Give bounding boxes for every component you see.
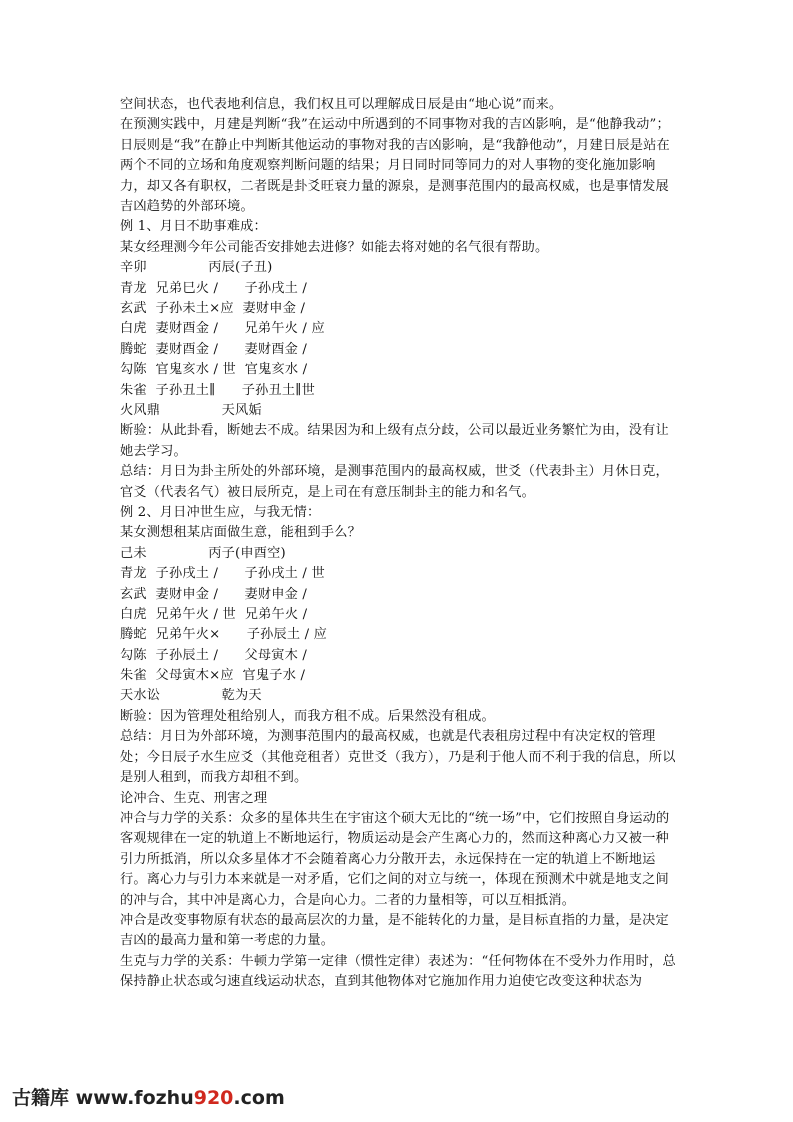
example1-header: 辛卯 丙辰(子丑) [120,260,273,276]
example1-yao-line: 朱雀 子孙丑土∥ 子孙丑土∥世 [120,382,315,398]
example1-verification: 断验：从此卦看，断她去不成。结果因为和上级有点分歧，公司以最近业务繁忙为由，没有让她去学习。 [120,423,669,459]
example1-yao-line: 青龙 兄弟巳火 / 子孙戌土 / [120,280,308,296]
example1-title: 例 1、月日不助事难成： [120,219,267,235]
example1-question: 某女经理测今年公司能否安排她去进修？如能去将对她的名气很有帮助。 [120,239,549,255]
footer-url-number: 920 [193,1087,234,1109]
example2-yao-line: 勾陈 子孙辰土 / 父母寅木 / [120,647,308,663]
example1-yao-line: 白虎 妻财酉金 / 兄弟午火 / 应 [120,321,325,337]
footer-url-prefix: www.fozhu [75,1087,194,1109]
section-paragraph-3: 生克与力学的关系：牛顿力学第一定律（惯性定律）表述为：“任何物体在不受外力作用时，总保持静止状态或匀速直线运动状态，直到其他物体对它施加作用力迫使它改变这种状态为 [120,953,676,990]
section-title: 论冲合、生克、刑害之理 [120,790,268,806]
example2-yao-line: 玄武 妻财申金 / 妻财申金 / [120,586,308,602]
example2-yao-line: 朱雀 父母寅木×应 官鬼子水 / [120,668,306,684]
intro-paragraph-2: 在预测实践中，月建是判断“我”在运动中所遇到的不同事物对我的吉凶影响，是“他静我动”；日辰则是“我”在静止中判断其他运动的事物对我的吉凶影响，是“我静他动”，月建日辰是站在两个不同的立场和角度观察判断问题的结果；月日同时同等同力的对人事物的变化施加影响力，却又各有职权，二者既是卦爻旺衰力量的源泉，是测事范围内的最高权威，也是事情发展吉凶趋势的外部环境。 [120,117,670,215]
example1-yao-line: 勾陈 官鬼亥水 / 世 官鬼亥水 / [120,362,308,378]
example2-question: 某女测想租某店面做生意，能租到手么？ [120,525,361,541]
example2-yao-line: 腾蛇 兄弟午火× 子孙辰土 / 应 [120,627,328,643]
example1-yao-line: 玄武 子孙未土×应 妻财申金 / [120,301,306,316]
example2-gua-names: 天水讼 乾为天 [120,688,262,704]
example2-header: 己未 丙子(申酉空) [120,545,286,561]
section-paragraph-2: 冲合是改变事物原有状态的最高层次的力量，是不能转化的力量，是目标直指的力量，是决定吉凶的最高力量和第一考虑的力量。 [120,912,669,949]
example2-summary: 总结：月日为外部环境，为测事范围内的最高权威，也就是代表租房过程中有决定权的管理处；今日辰子水生应爻（其他竞租者）克世爻（我方），乃是利于他人而不利于我的信息，所以是别人租到，而我方却租不到。 [120,729,676,786]
document-body [120,95,680,993]
example2-yao-line: 白虎 兄弟午火 / 世 兄弟午火 / [120,606,308,622]
intro-paragraph-1: 空间状态，也代表地利信息，我们权且可以理解成日辰是由“地心说”而来。 [120,97,563,112]
example1-gua-names: 火风鼎 天风姤 [120,402,262,418]
example1-yao-line: 腾蛇 妻财酉金 / 妻财酉金 / [120,341,308,357]
example2-title: 例 2、月日冲世生应，与我无情： [120,504,321,520]
example2-yao-line: 青龙 子孙戌土 / 子孙戌土 / 世 [120,566,325,582]
footer-brand: 古籍库 [12,1087,70,1109]
footer-url-suffix: .com [233,1087,285,1109]
footer-watermark [12,1083,285,1113]
example1-summary: 总结：月日为卦主所处的外部环境，是测事范围内的最高权威，世爻（代表卦主）月休日克，官爻（代表名气）被日辰所克，是上司在有意压制卦主的能力和名气。 [120,464,669,500]
section-paragraph-1: 冲合与力学的关系：众多的星体共生在宇宙这个硕大无比的“统一场”中，它们按照自身运动的客观规律在一定的轨道上不断地运行，物质运动是会产生离心力的，然而这种离心力又被一种引力所抵消，所以众多星体才不会随着离心力分散开去，永远保持在一定的轨道上不断地运行。离心力与引力本来就是一对矛盾，它们之间的对立与统一，体现在预测术中就是地支之间的冲与合，其中冲是离心力，合是向心力。二者的力量相等，可以互相抵消。 [120,810,670,908]
example2-verification: 断验：因为管理处租给别人，而我方租不成。后果然没有租成。 [120,708,495,724]
